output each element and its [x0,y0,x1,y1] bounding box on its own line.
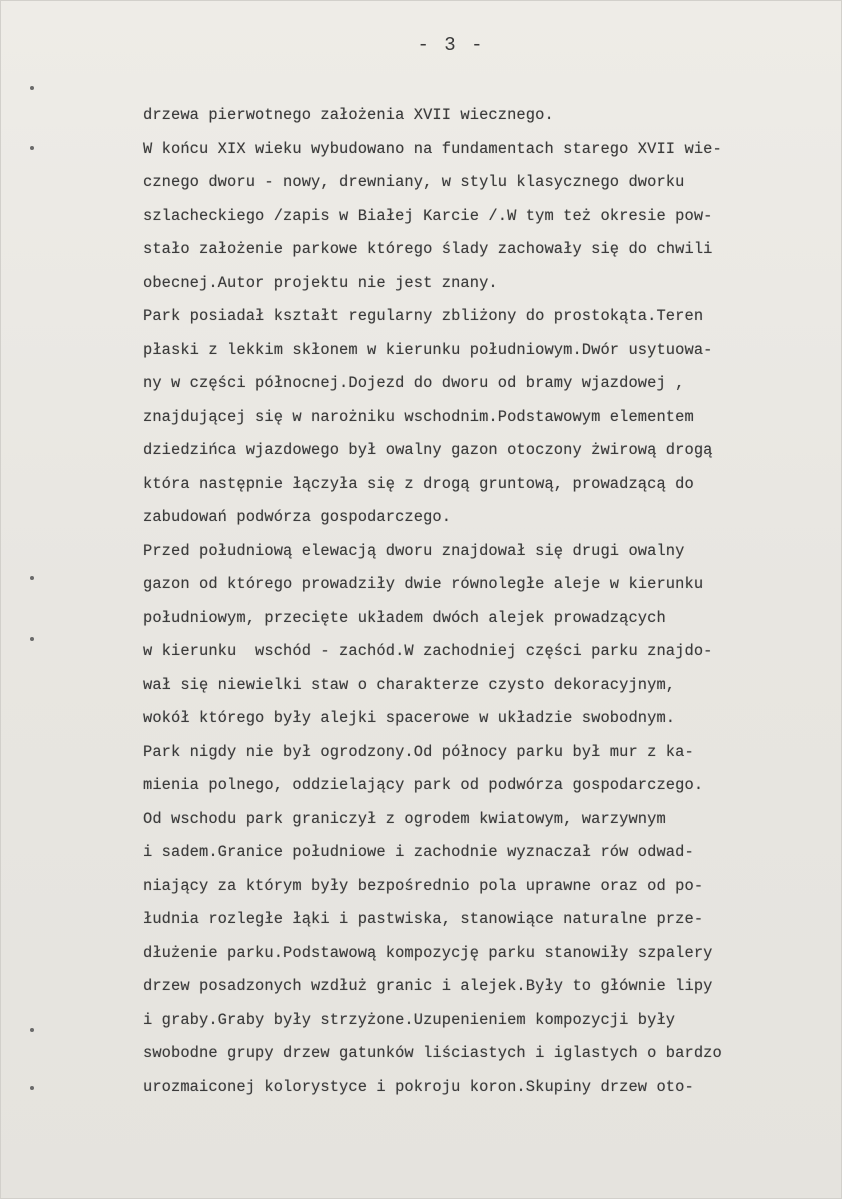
text-line: swobodne grupy drzew gatunków liściastych i iglastych o bardzo [143,1044,722,1062]
text-line: dziedzińca wjazdowego był owalny gazon otoczony żwirową drogą [143,441,713,459]
punch-hole-mark [30,146,34,150]
text-line: łudnia rozległe łąki i pastwiska, stanowiące naturalne prze- [143,910,704,928]
text-line: Przed południową elewacją dworu znajdował się drugi owalny [143,541,685,560]
text-line: w kierunku wschód - zachód.W zachodniej części parku znajdo- [143,642,713,660]
punch-hole-mark [30,1086,34,1090]
page-number: - 3 - [417,34,485,56]
punch-hole-mark [30,637,34,641]
punch-hole-mark [30,576,34,580]
text-line: obecnej.Autor projektu nie jest znany. [143,273,498,292]
text-line: Park nigdy nie był ogrodzony.Od północy parku był mur z ka- [143,742,694,761]
text-line: wokół którego były alejki spacerowe w układzie swobodnym. [143,709,676,727]
text-line: Od wschodu park graniczył z ogrodem kwiatowym, warzywnym [143,809,666,828]
text-line: niający za którym były bezpośrednio pola uprawne oraz od po- [143,876,704,895]
text-line: która następnie łączyła się z drogą gruntową, prowadzącą do [143,474,694,493]
text-line: urozmaiconej kolorystyce i pokroju koron.Skupiny drzew oto- [143,1077,694,1096]
text-line: płaski z lekkim skłonem w kierunku południowym.Dwór usytuowa- [143,340,713,359]
punch-hole-mark [30,1028,34,1032]
body-text [143,99,803,1104]
text-line: gazon od którego prowadziły dwie równoległe aleje w kierunku [143,575,704,593]
text-line: ny w części północnej.Dojezd do dworu od bramy wjazdowej , [143,374,685,392]
text-line: i graby.Graby były strzyżone.Uzupenieniem kompozycji były [143,1010,676,1029]
text-line: wał się niewielki staw o charakterze czysto dekoracyjnym, [143,675,676,694]
text-line: szlacheckiego /zapis w Białej Karcie /.W tym też okresie pow- [143,206,713,225]
text-line: mienia polnego, oddzielający park od podwórza gospodarczego. [143,776,704,794]
text-line: znajdującej się w narożniku wschodnim.Podstawowym elementem [143,407,694,426]
text-line: dłużenie parku.Podstawową kompozycję parku stanowiły szpalery [143,943,713,962]
text-line: drzew posadzonych wzdłuż granic i alejek.Były to głównie lipy [143,977,713,995]
text-line: zabudowań podwórza gospodarczego. [143,508,452,526]
punch-hole-mark [30,86,34,90]
text-line: drzewa pierwotnego założenia XVII wiecznego. [143,106,554,124]
text-line: W końcu XIX wieku wybudowano na fundamentach starego XVII wie- [143,139,722,158]
text-line: i sadem.Granice południowe i zachodnie wyznaczał rów odwad- [143,843,694,861]
text-line: Park posiadał kształt regularny zbliżony do prostokąta.Teren [143,307,704,325]
text-line: południowym, przecięte układem dwóch alejek prowadzących [143,608,666,627]
text-line: stało założenie parkowe którego ślady zachowały się do chwili [143,240,713,258]
text-line: cznego dworu - nowy, drewniany, w stylu klasycznego dworku [143,173,685,191]
